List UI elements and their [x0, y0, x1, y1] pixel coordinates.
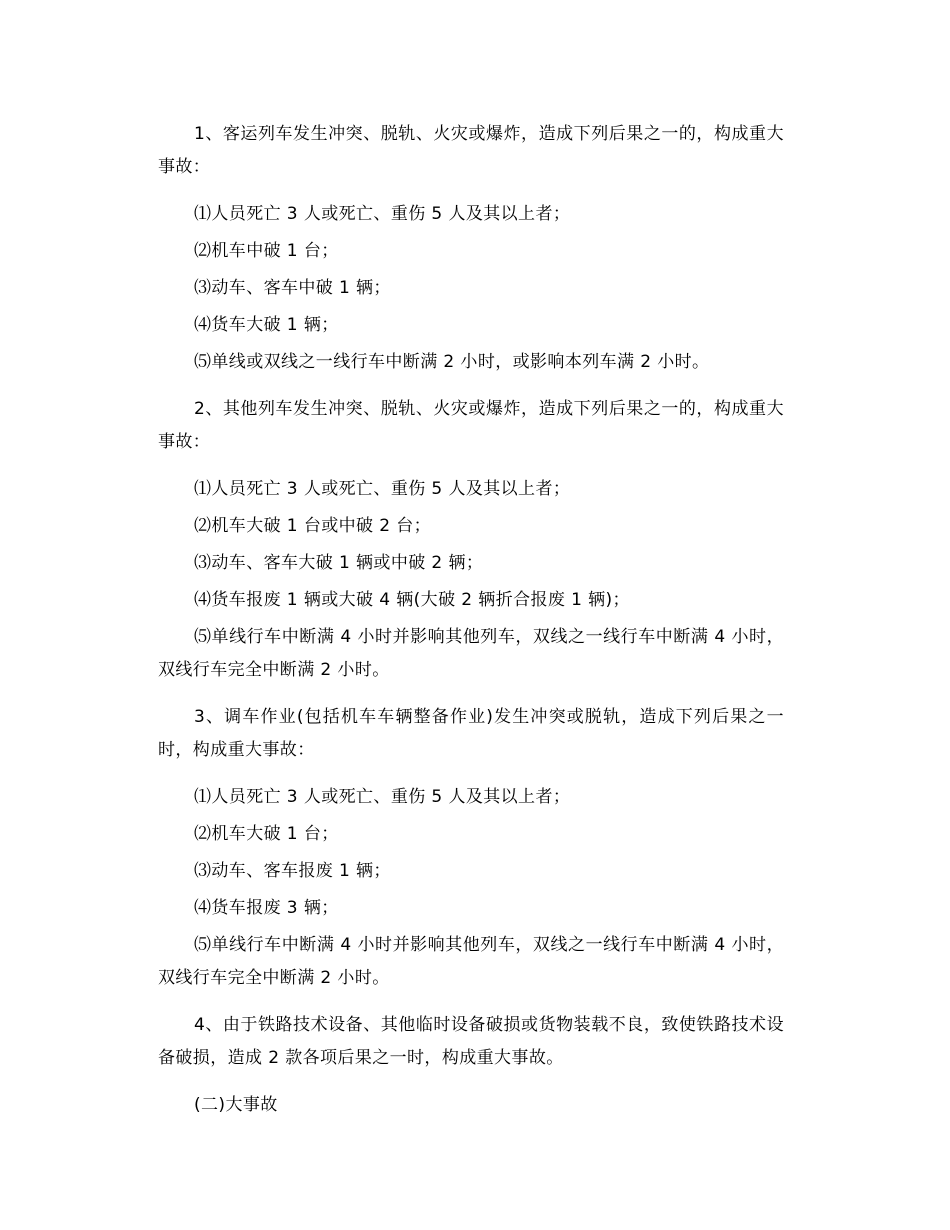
paragraph-section-4: 4、由于铁路技术设备、其他临时设备破损或货物装载不良，致使铁路技术设备破损，造成 2 款各项后果之一时，构成重大事故。: [158, 1015, 784, 1068]
list-item-2-5: ⑸单线行车中断满 4 小时并影响其他列车，双线之一线行车中断满 4 小时，双线行车完全中断满 2 小时。: [158, 627, 784, 680]
list-item-1-5: ⑸单线或双线之一线行车中断满 2 小时，或影响本列车满 2 小时。: [194, 352, 710, 372]
list-item-2-1: ⑴人员死亡 3 人或死亡、重伤 5 人及其以上者；: [194, 479, 571, 499]
paragraph-section-1: 1、客运列车发生冲突、脱轨、火灾或爆炸，造成下列后果之一的，构成重大事故：: [158, 124, 784, 177]
paragraph-section-3: 3、调车作业(包括机车车辆整备作业)发生冲突或脱轨，造成下列后果之一时，构成重大事故：: [158, 707, 784, 760]
list-item-3-4: ⑷货车报废 3 辆；: [194, 898, 339, 918]
list-item-1-4: ⑷货车大破 1 辆；: [194, 315, 339, 335]
list-item-1-2: ⑵机车中破 1 台；: [194, 241, 339, 261]
document-body: [158, 118, 784, 1126]
list-item-3-3: ⑶动车、客车报废 1 辆；: [194, 861, 391, 881]
list-item-2-2: ⑵机车大破 1 台或中破 2 台；: [194, 516, 432, 536]
list-item-3-5: ⑸单线行车中断满 4 小时并影响其他列车，双线之一线行车中断满 4 小时，双线行车完全中断满 2 小时。: [158, 935, 784, 988]
list-item-2-3: ⑶动车、客车大破 1 辆或中破 2 辆；: [194, 553, 484, 573]
section-heading-major-accident: (二)大事故: [194, 1095, 278, 1115]
list-item-3-1: ⑴人员死亡 3 人或死亡、重伤 5 人及其以上者；: [194, 787, 571, 807]
list-item-3-2: ⑵机车大破 1 台；: [194, 824, 339, 844]
paragraph-section-2: 2、其他列车发生冲突、脱轨、火灾或爆炸，造成下列后果之一的，构成重大事故：: [158, 399, 784, 452]
list-item-1-1: ⑴人员死亡 3 人或死亡、重伤 5 人及其以上者；: [194, 204, 571, 224]
list-item-1-3: ⑶动车、客车中破 1 辆；: [194, 278, 391, 298]
list-item-2-4: ⑷货车报废 1 辆或大破 4 辆(大破 2 辆折合报废 1 辆)；: [194, 590, 630, 610]
